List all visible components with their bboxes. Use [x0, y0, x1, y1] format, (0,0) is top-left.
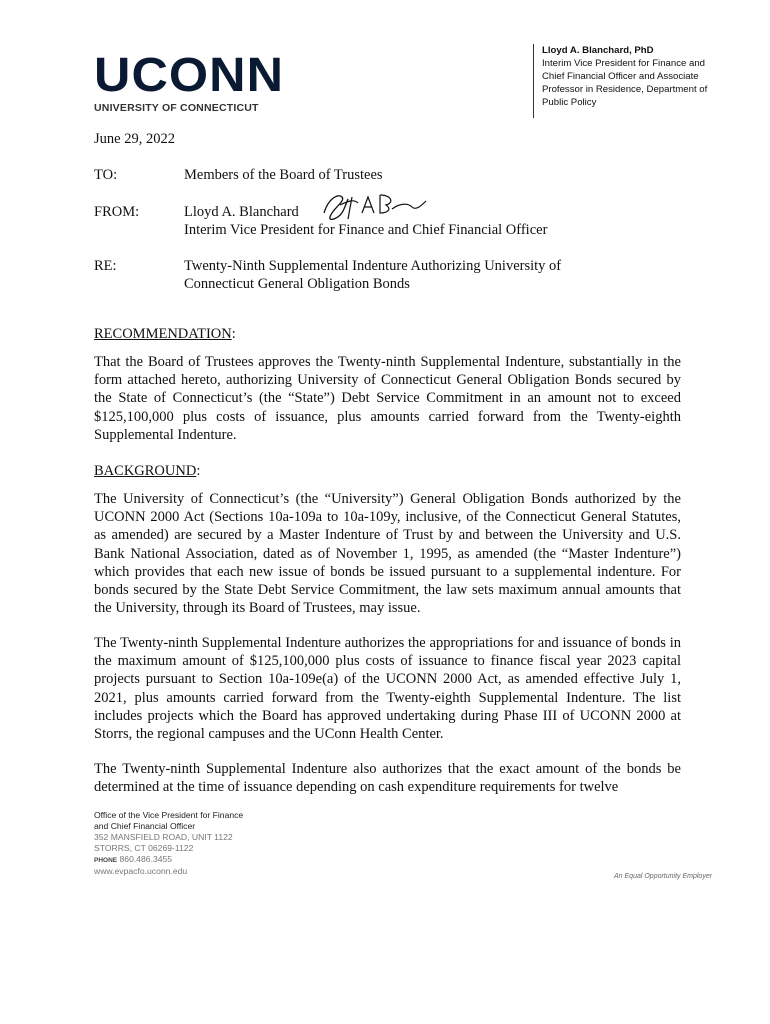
to-label: TO: [94, 167, 118, 183]
to-value: Members of the Board of Trustees [184, 167, 383, 183]
background-paragraph-3: The Twenty-ninth Supplemental Indenture also authorizes that the exact amount of the bonds be determined at the time of issuance depending on cash expenditure requirements for twelve [94, 761, 681, 796]
from-name: Lloyd A. Blanchard [184, 204, 299, 220]
memo-date: June 29, 2022 [94, 131, 175, 147]
re-label: RE: [94, 258, 117, 274]
logo-wordmark: UCONN [94, 49, 285, 102]
from-title: Interim Vice President for Finance and Chief Financial Officer [184, 222, 548, 238]
handwritten-signature [318, 189, 430, 223]
sender-title-line: Interim Vice President for Finance and [542, 58, 705, 69]
equal-opportunity-note: An Equal Opportunity Employer [614, 873, 713, 880]
sender-header [542, 44, 707, 109]
uconn-logo [94, 49, 285, 114]
re-line1: Twenty-Ninth Supplemental Indenture Authorizing University of [184, 258, 562, 274]
background-heading: BACKGROUND: [94, 463, 201, 479]
background-paragraph-1: The University of Connecticut’s (the “University”) General Obligation Bonds authorized by the UCONN 2000 Act (Sections 10a-109a to 10a-109y, inclusive, of the Connecticut General Statutes, as amended) are secured by a Master Indenture of Trust by and between the University and U.S. Bank National Association, dated as of November 1, 1995, as amended (the “Master Indenture”) which provides that each new issue of bonds be issued pursuant to a supplemental indenture. For bonds secured by the State Debt Service Commitment, the law sets maximum annual amounts that the University, through its Board of Trustees, may issue. [94, 491, 681, 617]
background-paragraph-2: The Twenty-ninth Supplemental Indenture authorizes the appropriations for and issuance of bonds in the maximum amount of $125,100,000 plus costs of issuance to finance fiscal year 2023 capital projects pursuant to Section 10a-109e(a) of the UCONN 2000 Act, as amended effective July 1, 2021, plus amounts carried forward from the Twenty-eighth Supplemental Indenture. The list includes projects which the Board has approved undertaking during Phase III of UCONN 2000 at Storrs, the regional campuses and the UConn Health Center. [94, 635, 681, 743]
sender-header-name: Lloyd A. Blanchard, PhD [542, 45, 654, 56]
from-label: FROM: [94, 204, 140, 220]
footer-address-line: STORRS, CT 06269-1122 [94, 843, 194, 853]
recommendation-text: That the Board of Trustees approves the Twenty-ninth Supplemental Indenture, substantially in the form attached hereto, authorizing University of Connecticut General Obligation Bonds secured by the State of Connecticut’s (the “State”) Debt Service Commitment in an amount not to exceed $125,100,000 plus costs of issuance, plus amounts carried forward from the Twenty-eighth Supplemental Indenture. [94, 354, 681, 443]
footer-phone: PHONE 860.486.3455 [94, 854, 173, 864]
sender-title-line: Public Policy [542, 97, 597, 108]
recommendation-heading: RECOMMENDATION: [94, 326, 236, 342]
re-line2: Connecticut General Obligation Bonds [184, 276, 410, 292]
header-divider [533, 44, 534, 118]
sender-title-line: Chief Financial Officer and Associate [542, 71, 699, 82]
footer-contact [94, 810, 243, 877]
logo-subtitle: UNIVERSITY OF CONNECTICUT [94, 102, 259, 114]
footer-website[interactable]: www.evpacfo.uconn.edu [94, 866, 188, 876]
footer-office-line: and Chief Financial Officer [94, 821, 196, 831]
footer-address-line: 352 MANSFIELD ROAD, UNIT 1122 [94, 832, 233, 842]
sender-title-line: Professor in Residence, Department of [542, 84, 708, 95]
footer-office-line: Office of the Vice President for Finance [94, 810, 244, 820]
